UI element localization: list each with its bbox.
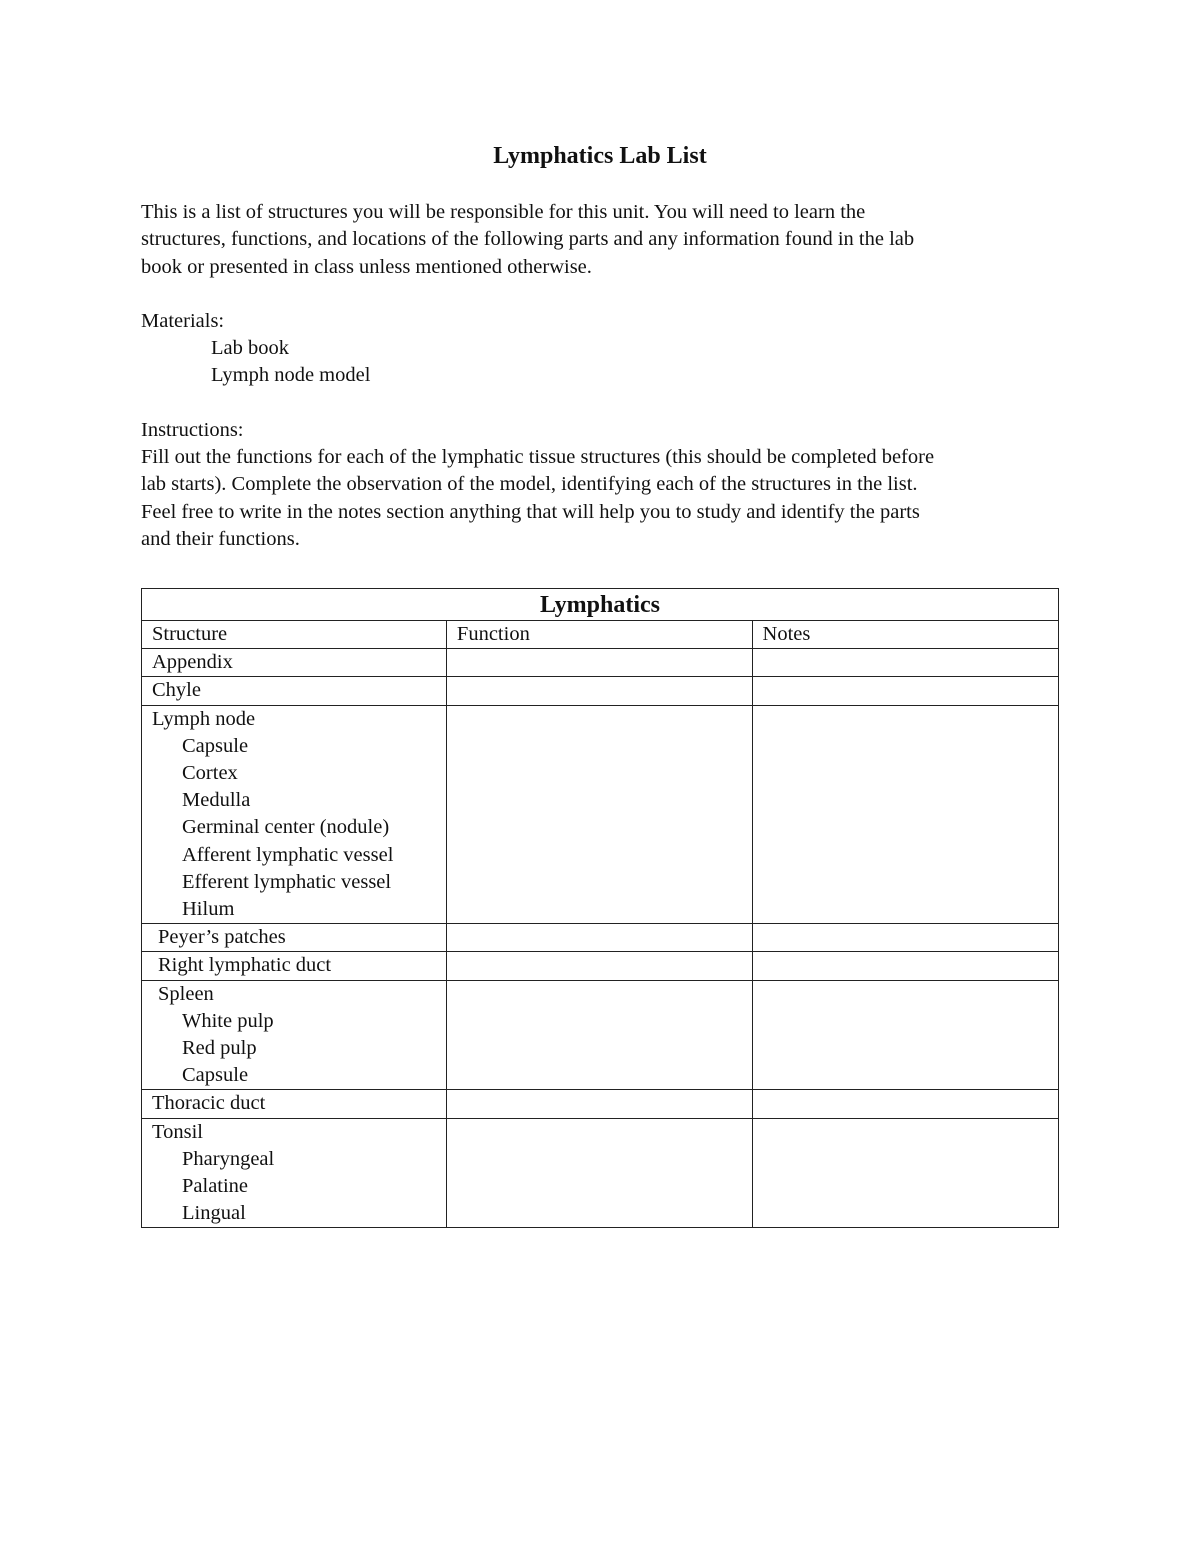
intro-paragraph [141,199,1059,281]
notes-cell[interactable] [752,952,1058,980]
substructure-name: Efferent lymphatic vessel [182,870,392,893]
material-item: Lymph node model [211,364,371,387]
structure-name: Spleen [158,982,214,1005]
instruction-line: and their functions. [141,527,300,550]
intro-line: book or presented in class unless mentioned otherwise. [141,255,592,278]
header-function: Function [446,621,752,649]
structure-name: Right lymphatic duct [158,954,332,977]
substructure-name: Red pulp [182,1037,257,1060]
instruction-line: lab starts). Complete the observation of the model, identifying each of the structures in the list. [141,473,918,496]
substructure-name: Hilum [182,898,235,921]
structure-name: Appendix [152,651,233,674]
intro-line: structures, functions, and locations of the following parts and any information found in the lab [141,228,915,251]
structure-cell [142,952,447,980]
structure-cell [142,705,447,924]
function-cell[interactable] [446,980,752,1090]
material-item: Lab book [211,337,289,360]
materials-section [141,308,1059,390]
notes-cell[interactable] [752,705,1058,924]
instruction-line: Fill out the functions for each of the lymphatic tissue structures (this should be completed before [141,446,935,469]
document-page [141,140,1059,553]
structure-name: Lymph node [152,707,256,730]
structure-name: Peyer’s patches [158,926,286,949]
substructure-name: Afferent lymphatic vessel [182,843,394,866]
notes-cell[interactable] [752,1118,1058,1228]
table-row [142,924,1059,952]
lymphatics-table [141,588,1059,1228]
function-cell[interactable] [446,952,752,980]
function-cell[interactable] [446,677,752,705]
table-row [142,677,1059,705]
function-cell[interactable] [446,705,752,924]
structure-cell [142,649,447,677]
structure-name: Tonsil [152,1120,203,1143]
function-cell[interactable] [446,649,752,677]
substructure-name: Pharyngeal [182,1147,275,1170]
materials-label: Materials: [141,309,225,332]
table-row [142,1090,1059,1118]
document-title: Lymphatics Lab List [493,143,707,169]
substructure-name: Medulla [182,789,251,812]
notes-cell[interactable] [752,677,1058,705]
substructure-name: Palatine [182,1175,249,1198]
substructure-name: Lingual [182,1202,246,1225]
structure-name: Thoracic duct [152,1092,266,1115]
structure-name: Chyle [152,679,201,702]
notes-cell[interactable] [752,924,1058,952]
table-header-row [142,621,1059,649]
table-caption: Lymphatics [142,589,1059,621]
table-row [142,705,1059,924]
table-row [142,1118,1059,1228]
substructure-name: Germinal center (nodule) [182,816,390,839]
notes-cell[interactable] [752,980,1058,1090]
table-caption-row [142,589,1059,621]
structure-cell [142,924,447,952]
instructions-label: Instructions: [141,418,244,441]
structure-cell [142,1090,447,1118]
table-row [142,952,1059,980]
table-row [142,980,1059,1090]
substructure-name: Capsule [182,1064,249,1087]
instruction-line: Feel free to write in the notes section anything that will help you to study and identify the parts [141,500,920,523]
notes-cell[interactable] [752,649,1058,677]
substructure-name: Cortex [182,762,238,785]
instructions-section [141,417,1059,553]
function-cell[interactable] [446,1090,752,1118]
function-cell[interactable] [446,924,752,952]
structure-cell [142,677,447,705]
table-row [142,649,1059,677]
substructure-name: Capsule [182,734,249,757]
structure-cell [142,980,447,1090]
function-cell[interactable] [446,1118,752,1228]
structure-cell [142,1118,447,1228]
header-structure: Structure [142,621,447,649]
header-notes: Notes [752,621,1058,649]
substructure-name: White pulp [182,1009,274,1032]
intro-line: This is a list of structures you will be responsible for this unit. You will need to learn the [141,201,866,223]
notes-cell[interactable] [752,1090,1058,1118]
